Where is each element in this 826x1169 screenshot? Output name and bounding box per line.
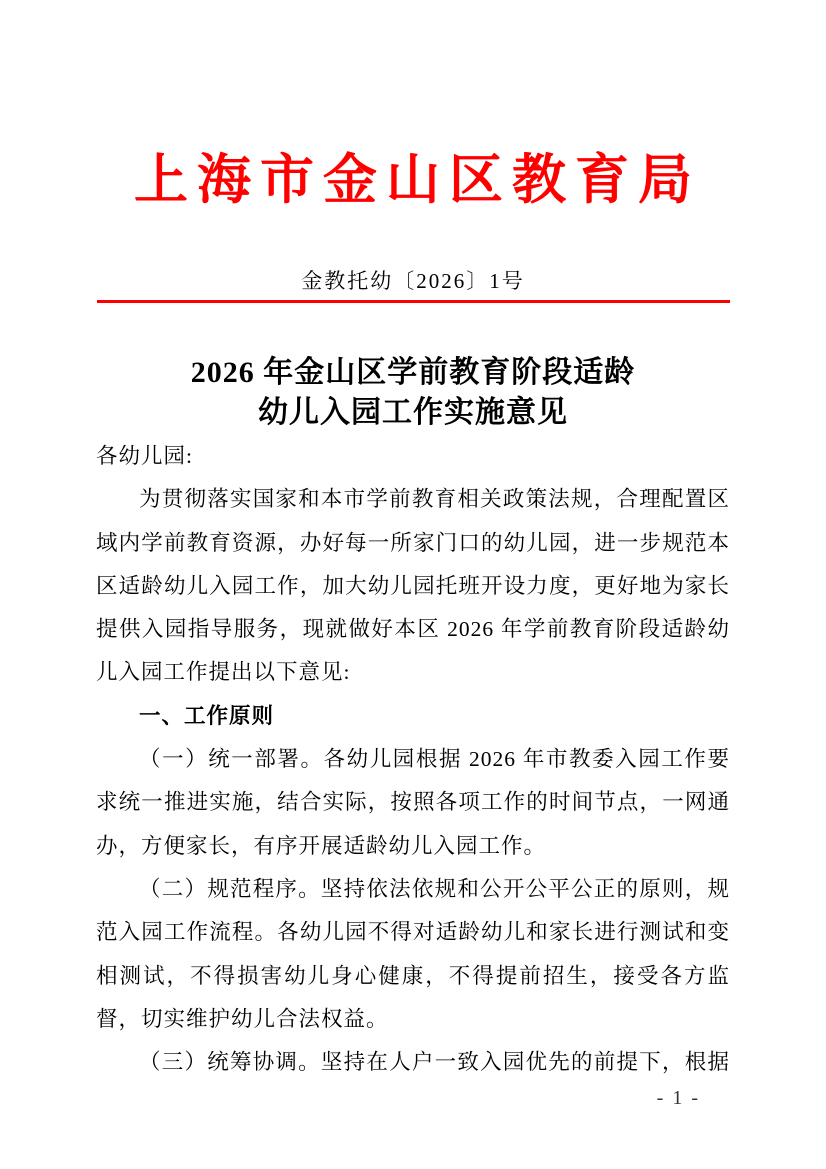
issuer-name: 上海市金山区教育局 [134, 150, 701, 210]
salutation: 各幼儿园: [96, 444, 193, 468]
intro-paragraph: 为贯彻落实国家和本市学前教育相关政策法规，合理配置区域内学前教育资源，办好每一所家门口的幼儿园，进一步规范本区适龄幼儿入园工作，加大幼儿园托班开设力度，更好地为家长提供入园指导服务，现就做好本区 2026 年学前教育阶段适龄幼儿入园工作提出以下意见: [96, 487, 730, 685]
document-title-line-2: 幼儿入园工作实施意见 [258, 396, 568, 429]
body-paragraph-item-2: （二）规范程序。坚持依法依规和公开公平公正的原则，规范入园工作流程。各幼儿园不得对适龄幼儿和家长进行测试和变相测试，不得损害幼儿身心健康，不得提前招生，接受各方监督，切实维护幼儿合法权益。 [96, 876, 730, 1031]
body-paragraph-item-3: （三）统筹协调。坚持在人户一致入园优先的前提下，根据 [139, 1050, 730, 1075]
body-paragraph-item-1: （一）统一部署。各幼儿园根据 2026 年市教委入园工作要求统一推进实施，结合实际，按照各项工作的时间节点，一网通办，方便家长，有序开展适龄幼儿入园工作。 [96, 747, 730, 858]
document-reference-number: 金教托幼〔2026〕1号 [301, 269, 525, 293]
document-title [0, 353, 826, 433]
section-heading-work-principles: 一、工作原则 [139, 703, 275, 728]
document-body [0, 353, 826, 1084]
document-title-line-1: 2026 年金山区学前教育阶段适龄 [190, 356, 636, 389]
page-number: - 1 - [656, 1087, 700, 1109]
document-text-block [96, 435, 730, 1084]
letterhead-divider-rule [97, 300, 730, 303]
letterhead [0, 0, 826, 303]
